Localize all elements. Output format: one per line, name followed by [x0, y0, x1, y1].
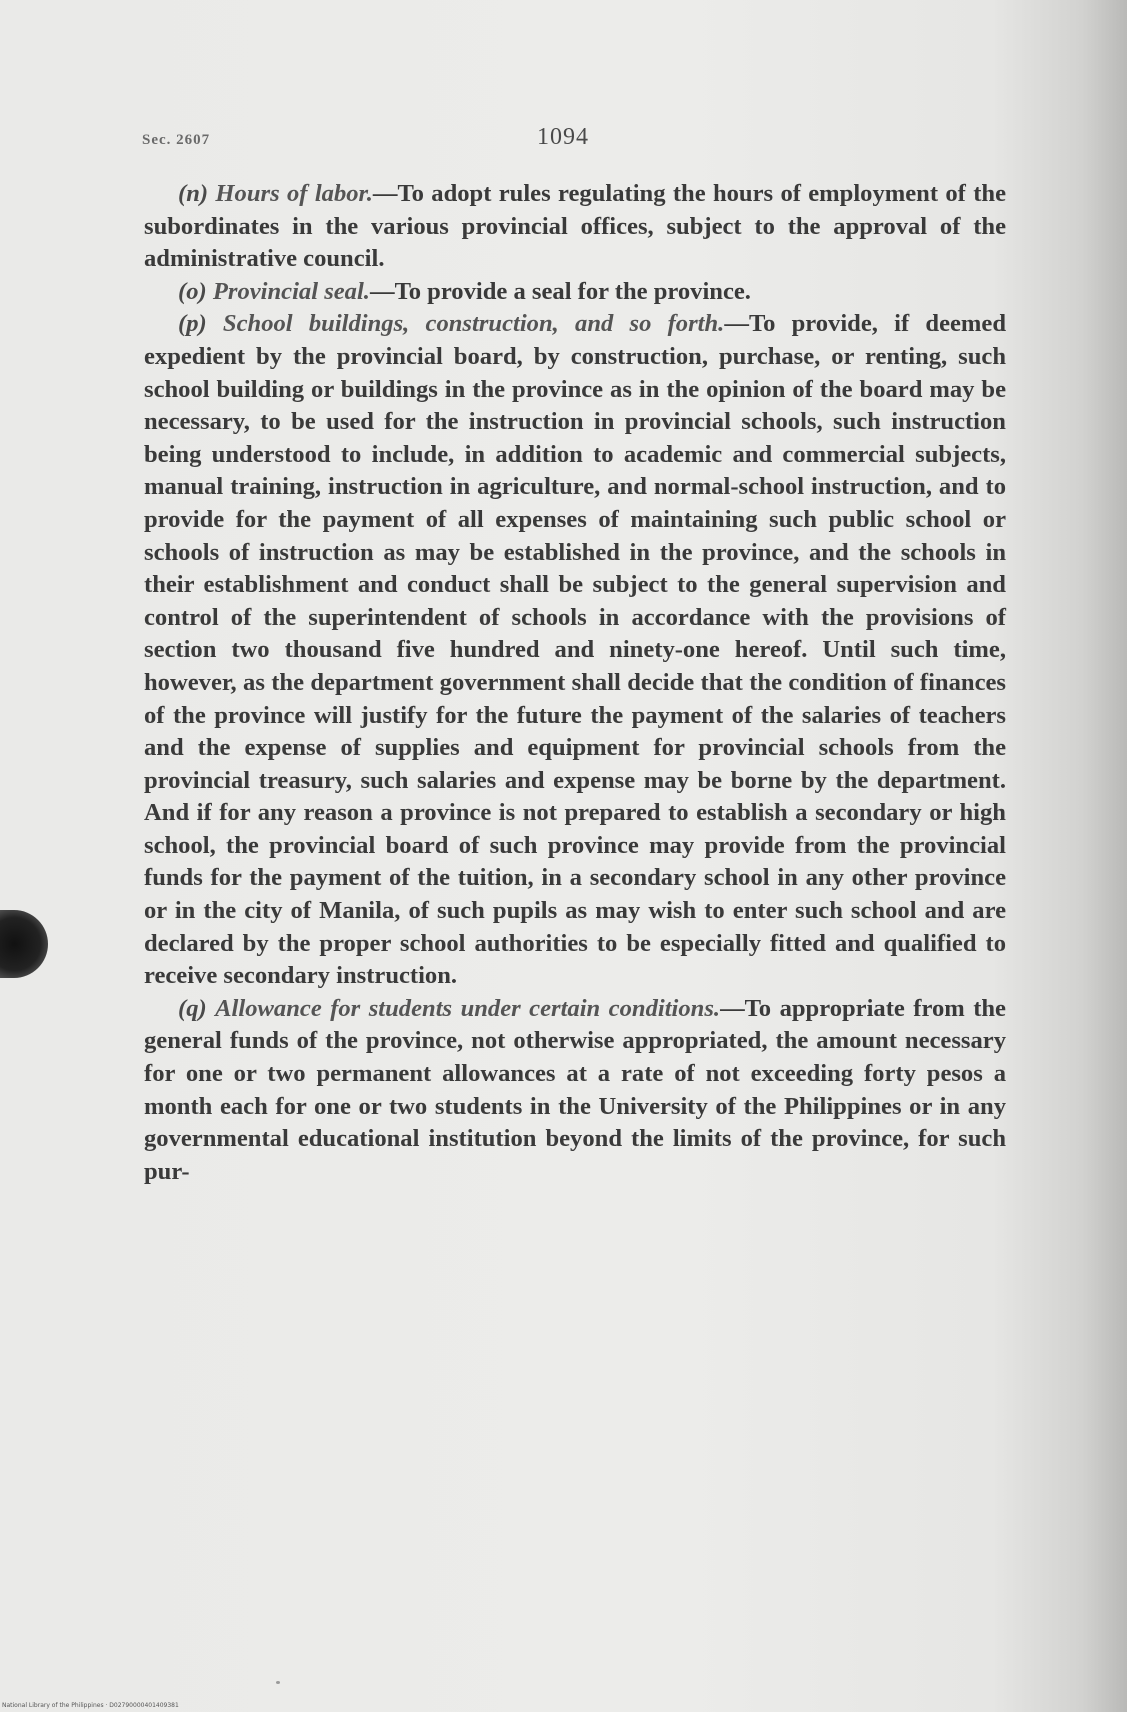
paragraph-heading: School buildings, construction, and so forth.	[222, 310, 725, 338]
paragraph-marker: (p)	[178, 310, 207, 338]
scan-credit: National Library of the Philippines · D02790000401409381	[2, 1702, 179, 1709]
page-number: 1094	[537, 124, 589, 150]
paragraph-text: —To appropriate from the general funds of the province, not otherwise appropriated, the amount necessary for one or two permanent allowances at a rate of not exceeding forty pesos a month each for one or two students in the University of the Philippines or in any governmental educational institution beyond the limits of the province, for such pur-	[144, 994, 1006, 1185]
paragraph-n	[144, 178, 1006, 276]
section-label: Sec. 2607	[142, 132, 211, 148]
paragraph-p	[144, 308, 1006, 992]
paragraph-o	[144, 276, 1006, 309]
paragraph-text: —To provide a seal for the province.	[369, 277, 751, 305]
paragraph-heading: Hours of labor.	[215, 180, 373, 207]
paragraph-text: —To adopt rules regulating the hours of employment of the subordinates in the various provincial offices, subject to the approval of the administrative council.	[144, 180, 1006, 273]
paragraph-q	[144, 993, 1006, 1189]
paper-speck	[276, 1681, 280, 1684]
binding-shadow	[0, 910, 48, 978]
paragraph-heading: Allowance for students under certain conditions.	[215, 994, 721, 1022]
page-header	[142, 124, 1002, 164]
paragraph-marker: (o)	[178, 277, 207, 305]
paragraph-marker: (n)	[178, 180, 209, 207]
body-text	[144, 178, 1006, 1188]
paragraph-heading: Provincial seal.	[212, 277, 370, 305]
paragraph-marker: (q)	[178, 994, 207, 1022]
paragraph-text: —To provide, if deemed expedient by the provincial board, by construction, purchase, or renting, such school building or buildings in the province as in the opinion of the board may be necessary, to be used for the instruction in provincial schools, such instruction being understood to include, in addition to academic and commercial subjects, manual training, instruction in agriculture, and normal-school instruction, and to provide for the payment of all expenses of maintaining such public school or schools of instruction as may be established in the province, and the schools in their establishment and conduct shall be subject to the general supervision and control of the superintendent of schools in accordance with the provisions of section two thousand five hundred and ninety-one hereof. Until such time, however, as the department government shall decide that the condition of finances of the province will justify for the future the payment of the salaries of teachers and the expense of supplies and equipment for provincial schools from the provincial treasury, such salaries and expense may be borne by the department. And if for any reason a province is not prepared to establish a secondary or high school, the provincial board of such province may provide from the provincial funds for the payment of the tuition, in a secondary school in any other province or in the city of Manila, of such pupils as may wish to enter such school and are declared by the proper school authorities to be especially fitted and qualified to receive secondary instruction.	[144, 310, 1006, 990]
